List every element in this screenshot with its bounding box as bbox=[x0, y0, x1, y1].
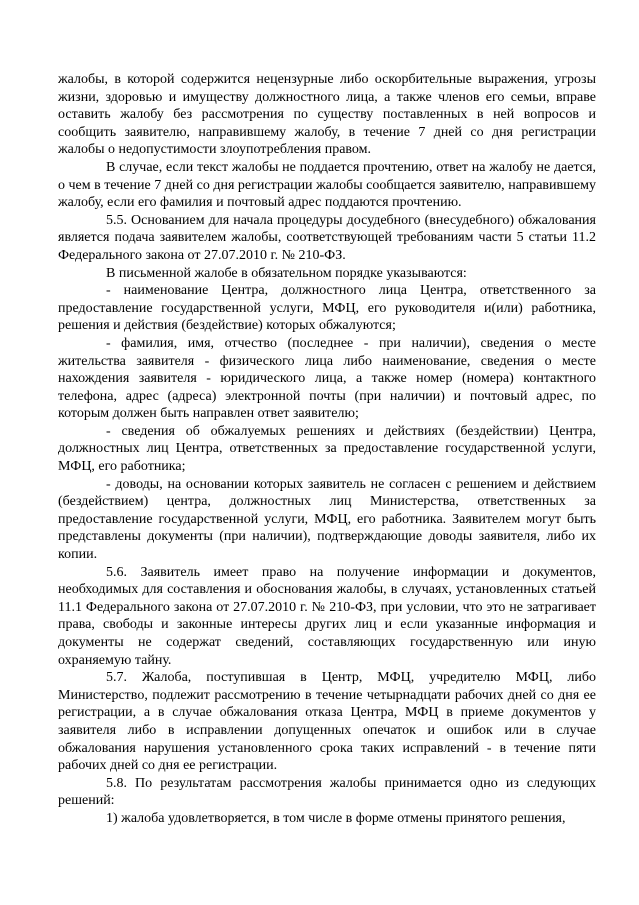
list-item-arguments: - доводы, на основании которых заявитель не согласен с решением и действием (бездействием) центра, должностных лиц Министерства, ответственных за предоставление государственной услуги, МФЦ, его работника. Заявителем могут быть представлены документы (при наличии), подтверждающие доводы заявителя, либо их копии. bbox=[58, 476, 596, 563]
paragraph-unreadable-text: В случае, если текст жалобы не поддается прочтению, ответ на жалобу не дается, о чем в течение 7 дней со дня регистрации жалобы сообщается заявителю, направившему жалобу, если его фамилия и почтовый адрес поддаются прочтению. bbox=[58, 159, 596, 211]
paragraph-required-items-intro: В письменной жалобе в обязательном порядке указываются: bbox=[106, 265, 467, 281]
paragraph-5-5: 5.5. Основанием для начала процедуры досудебного (внесудебного) обжалования является подача заявителем жалобы, соответствующей требованиям части 5 статьи 11.2 Федерального закона от 27.07.2010 г. № 210-ФЗ. bbox=[58, 212, 596, 263]
list-item-center-name: - наименование Центра, должностного лица Центра, ответственного за предоставление государственной услуги, МФЦ, его руководителя и(или) работника, решения и действия (бездействие) которых обжалуются; bbox=[58, 283, 596, 334]
list-item-applicant-details: - фамилия, имя, отчество (последнее - при наличии), сведения о месте жительства заявителя - физического лица либо наименование, сведения о месте нахождения заявителя - юридического лица, а также номер (номера) контактного телефона, адрес (адреса) электронной почты (при наличии) и почтовый адрес, по которым должен быть направлен ответ заявителю; bbox=[58, 335, 596, 422]
document-page bbox=[58, 71, 596, 828]
paragraph-5-7: 5.7. Жалоба, поступившая в Центр, МФЦ, учредителю МФЦ, либо Министерство, подлежит рассмотрению в течение четырнадцати рабочих дней со дня ее регистрации, а в случае обжалования отказа Центра, МФЦ в приеме документов у заявителя либо в исправлении допущенных опечаток и ошибок или в случае обжалования нарушения установленного срока таких исправлений - в течение пяти рабочих дней со дня ее регистрации. bbox=[58, 670, 596, 774]
paragraph-5-8: 5.8. По результатам рассмотрения жалобы принимается одно из следующих решений: bbox=[58, 775, 596, 809]
paragraph-decision-1: 1) жалоба удовлетворяется, в том числе в форме отмены принятого решения, bbox=[106, 810, 566, 826]
paragraph-5-6: 5.6. Заявитель имеет право на получение информации и документов, необходимых для составления и обоснования жалобы, в случаях, установленных статьей 11.1 Федерального закона от 27.07.2010 г. № 210-ФЗ, при условии, что это не затрагивает права, свободы и законные интересы других лиц и если указанные информация и документы не содержат сведений, составляющих государственную или иную охраняемую тайну. bbox=[58, 564, 596, 668]
paragraph-continuation: жалобы, в которой содержится нецензурные либо оскорбительные выражения, угрозы жизни, здоровью и имуществу должностного лица, а также членов его семьи, вправе оставить жалобу без рассмотрения по существу поставленных в ней вопросов и сообщить заявителю, направившему жалобу, в течение 7 дней со дня регистрации жалобы о недопустимости злоупотребления правом. bbox=[58, 72, 596, 158]
list-item-appealed-decisions: - сведения об обжалуемых решениях и действиях (бездействии) Центра, должностных лиц Центра, ответственных за предоставление государственной услуги, МФЦ, его работника; bbox=[58, 423, 596, 475]
